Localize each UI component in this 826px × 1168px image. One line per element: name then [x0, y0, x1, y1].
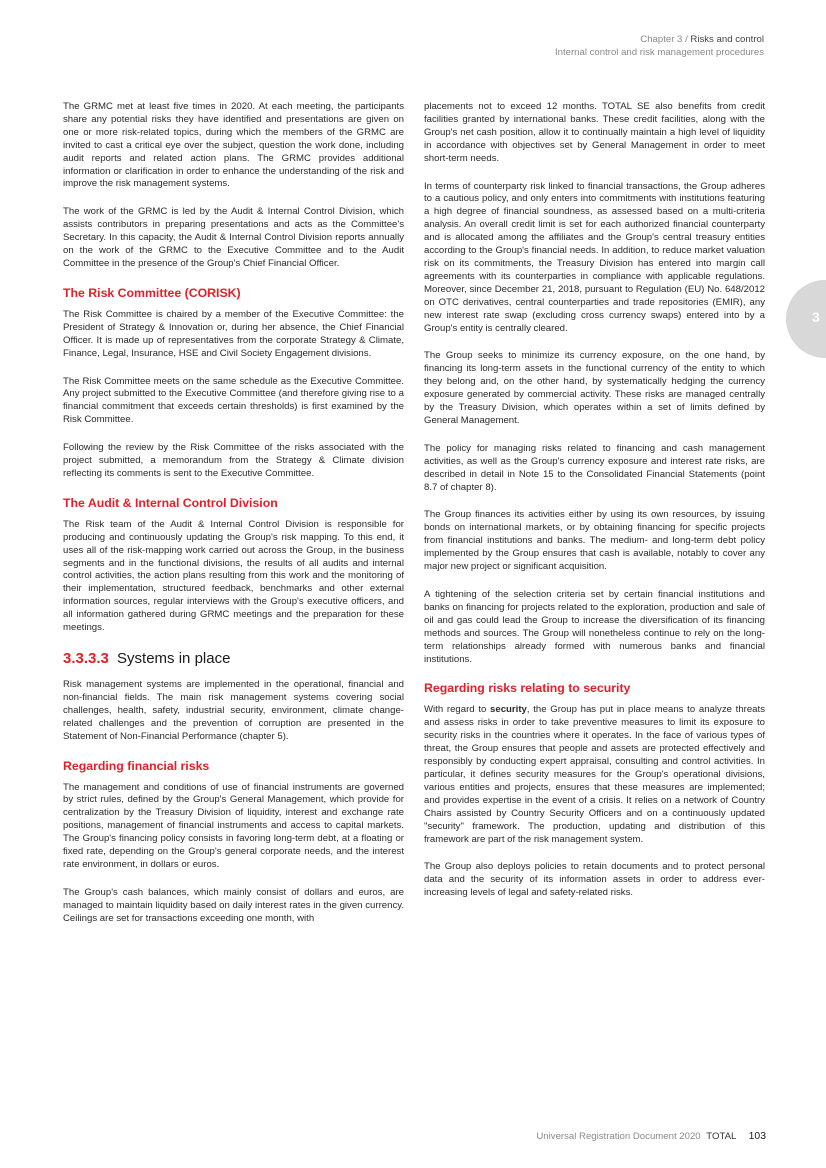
paragraph: The work of the GRMC is led by the Audit & Internal Control Division, which assists contributors in preparing presentations and acts as the Committee's Secretary. In this capacity, the Audit & Internal Control Division reports annually on the work of the GRMC to the Executive Committee and to the Audit Committee in the presence of the Group's Chief Financial Officer.: [63, 206, 404, 269]
paragraph: The Risk Committee is chaired by a member of the Executive Committee: the President of Strategy & Innovation or, during her absence, the Chief Financial Officer. It is made up of representatives from the corporate Strategy & Climate, Finance, Legal, Insurance, HSE and Civil Society Engagement divisions.: [63, 308, 404, 359]
left-column: [63, 101, 404, 941]
paragraph: The policy for managing risks related to financing and cash management activities, as well as the Group's currency exposure and interest rate risks, are described in detail in Note 15 to the Consolidated Financial Statements (point 8.7 of chapter 8).: [424, 442, 765, 493]
heading-security-risks: Regarding risks relating to security: [424, 681, 631, 696]
paragraph: Following the review by the Risk Committee of the risks associated with the project submitted, a memorandum from the Strategy & Climate division reflecting its comments is sent to the Executive Committee.: [63, 442, 404, 479]
section-heading-systems-in-place: [63, 650, 404, 667]
paragraph: placements not to exceed 12 months. TOTAL SE also benefits from credit facilities granted by international banks. These credit facilities, along with the Group's net cash position, allow it to continually maintain a high level of liquidity in accordance with objectives set by General Management in order to meet short-term needs.: [424, 101, 765, 164]
chapter-title: Risks and control: [690, 34, 764, 45]
heading-financial-risks: Regarding financial risks: [63, 758, 210, 773]
bold-term: security: [490, 704, 527, 716]
paragraph: Risk management systems are implemented in the operational, financial and non-financial fields. The main risk management systems covering social challenges, health, safety, industrial security, environment, climate change-related challenges and the prevention of corruption are presented in the Statement of Non-Financial Performance (chapter 5).: [63, 679, 404, 742]
document-title: Universal Registration Document 2020: [536, 1131, 701, 1142]
chapter-line: [555, 34, 764, 47]
paragraph-security: [424, 704, 765, 846]
paragraph: The Group seeks to minimize its currency exposure, on the one hand, by financing its long-term assets in the functional currency of the entity to which they belong and, on the other hand, by systematically hedging the currency exposure generated by commercial activity. These risks are managed centrally by the Treasury Division, which operates within a set of limits defined by General Management.: [424, 350, 765, 426]
page-number: 103: [748, 1131, 766, 1142]
paragraph: The Group's cash balances, which mainly consist of dollars and euros, are managed to maintain liquidity based on daily interest rates in the given currency. Ceilings are set for transactions exceeding one month, with: [63, 886, 404, 924]
paragraph: In terms of counterparty risk linked to financial transactions, the Group adheres to a cautious policy, and only enters into commitments with institutions featuring a high degree of financial soundness, as assessed based on a multi-criteria analysis. An overall credit limit is set for each authorized financial counterparty and is allocated among the affiliates and the Group's central treasury entities according to the Group's financial needs. In addition, to reduce market valuation risk on its commitments, the Treasury Division has entered into margin call agreements with its counterparties in compliance with applicable regulations. Moreover, since December 21, 2018, pursuant to Regulation (EU) No. 648/2012 on OTC derivatives, central counterparties and trade repositories (EMIR), any new interest rate swap (excluding cross currency swaps) entered into by a Group's entity is centrally cleared.: [424, 180, 765, 334]
heading-risk-committee: The Risk Committee (CORISK): [63, 285, 241, 300]
brand-name: TOTAL: [706, 1131, 736, 1142]
paragraph: The management and conditions of use of financial instruments are governed by strict rules, defined by the Group's General Management, which provide for centralization by the Treasury Division of liquidity, interest and exchange rate positions, management of financial instruments and access to capital markets. The Group's financing policy consists in favoring long-term debt, at a floating or fixed rate, depending on the Group's general corporate needs, and the interest rate environment, in dollars or euros.: [63, 781, 404, 870]
paragraph: A tightening of the selection criteria set by certain financial institutions and banks on financing for projects related to the exploration, production and sale of oil and gas could lead the Group to increase the diversification of its financing methods and sources. The Group will nonetheless continue to rely on the long-term relationships already formed with numerous banks and financial institutions.: [424, 589, 765, 665]
paragraph: The Risk Committee meets on the same schedule as the Executive Committee. Any project submitted to the Executive Committee (and therefore giving rise to a financial commitment that exceeds certain thresholds) is first examined by the Risk Committee.: [63, 375, 404, 426]
page-header: [555, 34, 764, 59]
paragraph: The Group also deploys policies to retain documents and to protect personal data and the security of its information assets in order to address ever-increasing levels of legal and safety-related risks.: [424, 861, 765, 899]
chapter-side-tab[interactable]: [786, 280, 826, 358]
chapter-label: Chapter 3: [640, 34, 683, 45]
section-number: 3.3.3.3: [63, 650, 109, 667]
right-column: [424, 101, 765, 915]
section-title: Systems in place: [117, 650, 231, 667]
paragraph: The GRMC met at least five times in 2020. At each meeting, the participants share any potential risks they have identified and presentations are given on one or more risk-related topics, during which the members of the GRMC are invited to cast a critical eye over the subject, question the work done, including audit reports and related action plans. The GRMC provides additional information or clarification in order to enhance the understanding of the risk and improve the risk management systems.: [63, 101, 404, 190]
page-footer: [536, 1131, 766, 1142]
chapter-tab-number: 3: [812, 309, 820, 325]
text-run: With regard to: [424, 704, 491, 716]
paragraph: The Risk team of the Audit & Internal Control Division is responsible for producing and continuously updating the Group's risk mapping. To this end, it uses all of the risk-mapping work carried out across the Group, in the business segments and in the functional divisions, the results of all audits and internal control activities, the action plans resulting from this work and the monitoring of their implementation, structured feedback, benchmarks and other external information sources, regular interviews with the Group's executive officers, and all information gathered during GRMC meetings and the preparation for these meetings.: [63, 518, 404, 634]
paragraph: The Group finances its activities either by using its own resources, by issuing bonds on international markets, or by obtaining financing for specific projects from financial institutions and banks. The medium- and long-term debt policy implemented by the Group ensures that cash is available, notably to cover any major new project or significant acquisition.: [424, 509, 765, 573]
heading-audit-internal-control: The Audit & Internal Control Division: [63, 495, 278, 510]
section-subtitle: Internal control and risk management procedures: [554, 46, 764, 58]
chapter-separator: /: [682, 34, 691, 45]
text-run: , the Group has put in place means to analyze threats and assess risks in order to take preventive measures to limit its exposure to security risks in the countries where it operates. In the face of various types of threat, the Group ensures that people and assets are protected effectively and responsibly by conducting expert appraisal, consulting and control activities. In particular, it defines security measures for the Group's operational divisions, various entities and projects, ensures that these measures are implemented; and provides expertise in the event of a crisis. It relies on a network of Country Chairs assisted by Country Security Officers and on a continuously updated "security" framework. The production, updating and distribution of this framework are part of the risk management system.: [424, 704, 765, 845]
